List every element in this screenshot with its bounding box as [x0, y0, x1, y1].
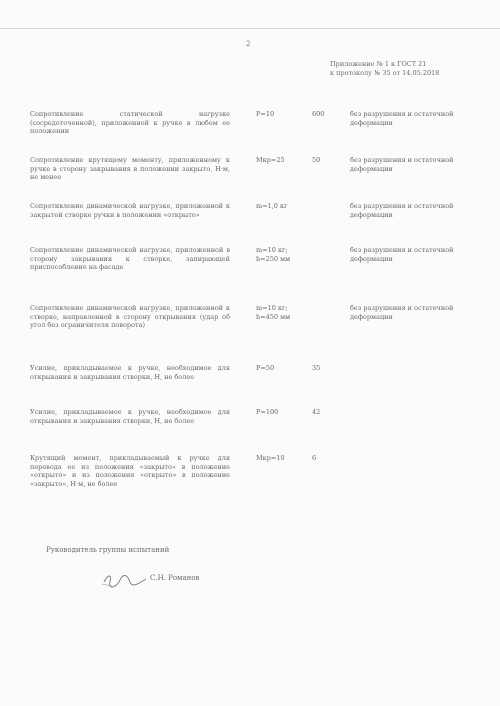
row-norm: m=10 кг; h=450 мм [256, 304, 291, 321]
row-description: Усилие, прикладываемое к ручке, необходимое для открывания и закрывания створки, Н, не более [30, 364, 230, 381]
page-number: 2 [246, 40, 251, 48]
signature-block [98, 568, 298, 598]
signer-name: С.Н. Романов [150, 574, 200, 582]
row-value: 50 [312, 156, 321, 164]
document-reference [330, 60, 480, 78]
handwritten-signature [98, 568, 150, 592]
row-norm: P=100 [256, 408, 279, 416]
row-value: 35 [312, 364, 321, 372]
row-norm: P=10 [256, 110, 275, 118]
row-norm: m=1,0 кг [256, 202, 288, 210]
signature-title: Руководитель группы испытаний [46, 546, 170, 554]
row-description: Сопротивление крутящему моменту, приложенному к ручке в сторону закрывания в положении закрыто, Н·м, не менее [30, 156, 230, 181]
reference-line-1: Приложение № 1 к ГОСТ 21 [330, 60, 427, 68]
row-value: 42 [312, 408, 321, 416]
row-result: без разрушения и остаточной деформации [350, 202, 454, 219]
row-result: без разрушения и остаточной деформации [350, 304, 454, 321]
row-description: Сопротивление динамической нагрузке, приложенной к закрытой створке ручки в положении «открыто» [30, 202, 230, 219]
row-value: 6 [312, 454, 317, 462]
row-norm: Мкр=10 [256, 454, 285, 462]
row-norm: m=10 кг; h=250 мм [256, 246, 291, 263]
row-result: без разрушения и остаточной деформации [350, 156, 454, 173]
row-norm: P=50 [256, 364, 275, 372]
row-result: без разрушения и остаточной деформации [350, 110, 454, 127]
row-norm: Мкр=25 [256, 156, 285, 164]
row-description: Усилие, прикладываемое к ручке, необходимое для открывания и закрывания створки, Н, не более [30, 408, 230, 425]
reference-line-2: к протоколу № 35 от 14.05.2018 [330, 69, 440, 77]
row-value: 600 [312, 110, 325, 118]
row-description: Крутящий момент, прикладываемый к ручке для перевода ее из положения «закрыто» в положение «открыто» и из положения «открыто» в положение «закрыто», Н·м, не более [30, 454, 230, 488]
row-result: без разрушения и остаточной деформации [350, 246, 454, 263]
row-description: Сопротивление динамической нагрузке, приложенной в сторону закрывания к створке, запирающей приспособление на фасаде [30, 246, 230, 271]
row-description: Сопротивление статической нагрузке (сосредоточенной), приложенной к ручке в любом ее положении [30, 110, 230, 135]
row-description: Сопротивление динамической нагрузке, приложенной к створке, направленной в сторону открывания (удар об угол без ограничителя поворота) [30, 304, 230, 329]
